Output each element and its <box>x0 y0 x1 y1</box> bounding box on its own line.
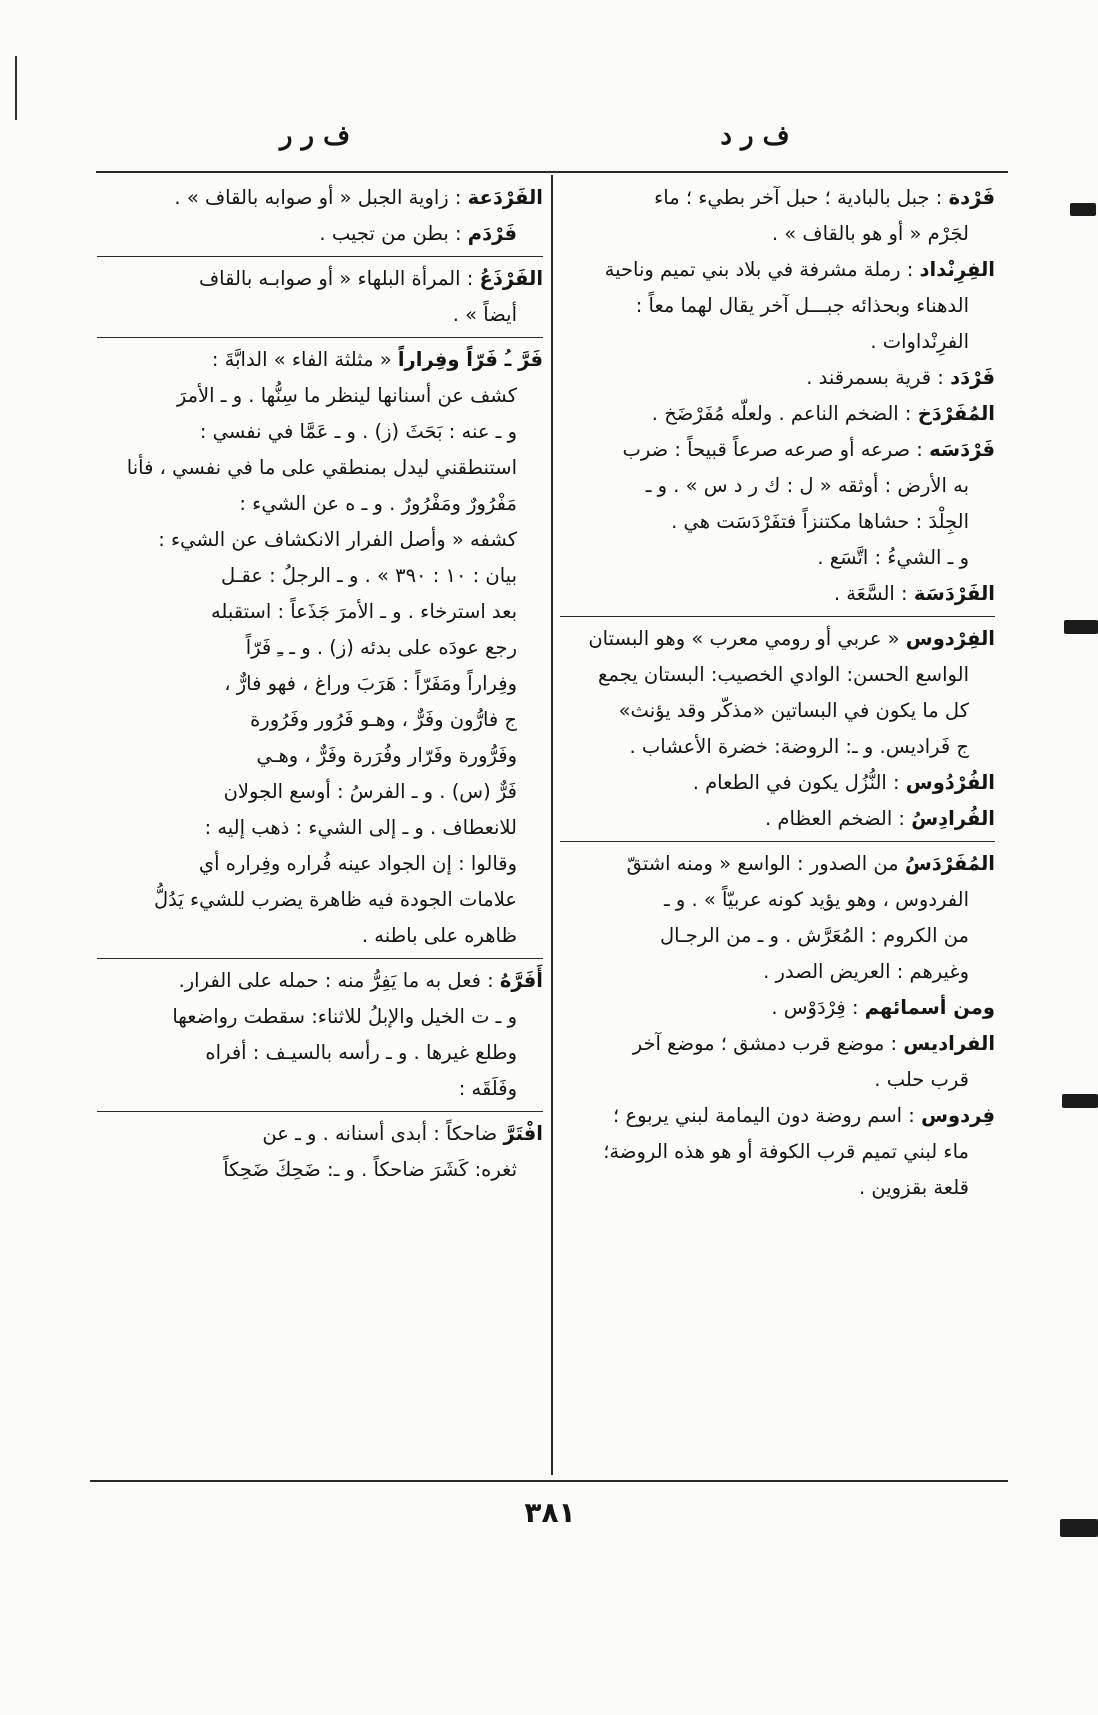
text-line <box>560 1062 995 1098</box>
text-line <box>97 1152 543 1188</box>
text-line <box>560 1134 995 1170</box>
entry-text: الفرِنْداوات . <box>870 330 969 353</box>
entry-text: : فِرْدَوْس . <box>771 996 865 1019</box>
text-line <box>560 252 995 288</box>
text-line <box>97 414 543 450</box>
text-line <box>97 774 543 810</box>
entry-text: « مثلثة الفاء » الدابَّةَ : <box>211 348 398 371</box>
entry-headword: الفِرِنْداد <box>919 258 995 281</box>
text-line <box>97 594 543 630</box>
text-line <box>560 693 995 729</box>
entry-text: ظاهره على باطنه . <box>361 924 517 947</box>
text-line <box>560 846 995 882</box>
entry-text: و ـ عنه : بَحَثَ (ز) . و ـ عَمَّا في نفسي : <box>199 420 517 443</box>
entry-headword: فَرْدَسَه <box>929 438 995 461</box>
entry-headword: الفراديس <box>903 1032 995 1055</box>
running-header-left: ف ر ر <box>279 121 351 151</box>
entry-text: رجع عودَه على بدئه (ز) . و ـ ـِ فَرّاً <box>245 636 517 659</box>
text-line <box>560 729 995 765</box>
entry-text: بعد استرخاء . و ـ الأمرَ جَذَعاً : استقبله <box>210 600 517 623</box>
text-line <box>97 522 543 558</box>
text-line <box>97 810 543 846</box>
entry-text: أيضاً » . <box>452 303 517 326</box>
entry-text: وفَلَقَه : <box>458 1077 517 1100</box>
header-rule <box>96 171 1008 173</box>
entry-text: ضاحكاً : أبدى أسنانه . و ـ عن <box>262 1122 504 1145</box>
entry-text: الواسع الحسن: الوادي الخصيب: البستان يجمع <box>597 663 969 686</box>
text-line <box>97 486 543 522</box>
text-line <box>560 360 995 396</box>
scan-margin-mark <box>1062 1094 1098 1108</box>
text-line <box>560 288 995 324</box>
entry-text: : المرأة البلهاء « أو صوابـه بالقاف <box>198 267 480 290</box>
text-line <box>560 180 995 216</box>
entry-headword: الفِرْدوس <box>905 627 995 650</box>
entry-headword: المُفَرْدَخ <box>917 402 995 425</box>
text-line <box>97 963 543 999</box>
entry-text: وقالوا : إن الجواد عينه فُراره وفِراره أي <box>198 852 517 875</box>
entry-text: : النُّزُل يكون في الطعام . <box>692 771 906 794</box>
entry-text: : السَّعَة . <box>833 582 914 605</box>
text-line <box>560 576 995 612</box>
text-line <box>560 540 995 576</box>
text-line <box>560 657 995 693</box>
footer-rule <box>90 1480 1008 1482</box>
entry-text: و ـ ت الخيل والإبلُ للاثناء: سقطت رواضعها <box>172 1005 517 1028</box>
entry-text: مَفْرُورٌ ومَفْرُورٌ . و ـ ه عن الشيء : <box>239 492 517 515</box>
text-line <box>97 702 543 738</box>
entry-text: علامات الجودة فيه ظاهرة يضرب للشيء يَدُلُّ <box>153 888 517 911</box>
text-line <box>560 621 995 657</box>
entry-text: قلعة بقزوين . <box>859 1176 969 1199</box>
text-line <box>560 801 995 837</box>
entry-text: الجِلْدَ : حشاها مكتنزاً فتفَرْدَسَت هي . <box>671 510 969 533</box>
entry-text: : رملة مشرفة في بلاد بني تميم وناحية <box>604 258 920 281</box>
entry-headword: فَرْدة <box>948 186 995 209</box>
text-line <box>560 765 995 801</box>
text-line <box>97 1116 543 1152</box>
entry-headword: المُفَرْدَسُ <box>904 852 995 875</box>
text-line <box>560 396 995 432</box>
text-line <box>97 342 543 378</box>
text-line <box>97 216 543 252</box>
entry-headword: الفَرْذَعُ <box>479 267 543 290</box>
entry-headword: الفُرْدُوس <box>905 771 995 794</box>
text-line <box>97 1035 543 1071</box>
column-separator <box>551 175 553 1475</box>
text-line <box>560 1098 995 1134</box>
text-line <box>560 882 995 918</box>
entry-separator <box>560 841 995 842</box>
text-line <box>97 297 543 333</box>
entry-text: وفِراراً ومَفَرّاً : هَرَبَ وراغ ، فهو فارٌّ ، <box>224 672 517 695</box>
text-line <box>97 846 543 882</box>
page-number: ٣٨١ <box>524 1496 576 1529</box>
text-line <box>560 432 995 468</box>
text-line <box>97 378 543 414</box>
entry-text: : قرية بسمرقند . <box>806 366 951 389</box>
entry-text: : الضخم العظام . <box>765 807 912 830</box>
entry-text: لجَرْم « أو هو بالقاف » . <box>771 222 969 245</box>
entry-headword: افْتَرَّ <box>503 1122 543 1145</box>
text-line <box>560 468 995 504</box>
entry-text: : بطن من تجيب . <box>319 222 468 245</box>
entry-text: وغيرهم : العريض الصدر . <box>763 960 969 983</box>
entry-headword: الفَرْدَسَة <box>913 582 995 605</box>
entry-headword: ومن أسمائهم <box>864 996 995 1019</box>
scan-margin-mark <box>1070 203 1096 216</box>
entry-text: : اسم روضة دون اليمامة لبني يربوع ؛ <box>613 1104 922 1127</box>
scan-margin-mark <box>1064 620 1098 634</box>
text-line <box>97 738 543 774</box>
entry-text: كشف عن أسنانها لينظر ما سِنُّها . و ـ الأمرَ <box>176 384 517 407</box>
entry-text: قرب حلب . <box>874 1068 969 1091</box>
scan-margin-mark <box>1060 1519 1098 1537</box>
text-line <box>97 261 543 297</box>
entry-text: كل ما يكون في البساتين «مذكّر وقد يؤنث» <box>618 699 969 722</box>
right-column <box>560 180 995 1206</box>
text-line <box>560 954 995 990</box>
text-line <box>97 666 543 702</box>
entry-text: ماء لبني تميم قرب الكوفة أو هو هذه الروضة؛ <box>603 1140 969 1163</box>
text-line <box>97 558 543 594</box>
text-line <box>97 882 543 918</box>
scan-edge-line <box>15 56 17 120</box>
entry-text: من الصدور : الواسع « ومنه اشتقّ <box>626 852 905 875</box>
text-line <box>560 918 995 954</box>
text-line <box>97 999 543 1035</box>
running-header-right: ف ر د <box>720 121 790 151</box>
text-line <box>560 216 995 252</box>
entry-text: : موضع قرب دمشق ؛ موضع آخر <box>632 1032 904 1055</box>
entry-separator <box>97 1111 543 1112</box>
entry-headword: فَرْدَم <box>467 222 517 245</box>
entry-headword: فِردوس <box>921 1104 995 1127</box>
text-line <box>560 1170 995 1206</box>
entry-headword: الفَرْدَعة <box>467 186 543 209</box>
entry-text: فَرٌّ (س) . و ـ الفرسُ : أوسع الجولان <box>223 780 517 803</box>
text-line <box>97 1071 543 1107</box>
entry-text: ج فَراديس. و ـ: الروضة: خضرة الأعشاب . <box>629 735 969 758</box>
entry-text: : جبل بالبادية ؛ حبل آخر بطيء ؛ ماء <box>654 186 949 209</box>
text-line <box>560 324 995 360</box>
entry-text: من الكروم : المُعَرَّش . و ـ من الرجـال <box>659 924 969 947</box>
entry-text: وطلع غيرها . و ـ رأسه بالسيـف : أفراه <box>205 1041 517 1064</box>
entry-text: الفردوس ، وهو يؤيد كونه عربيّاً » . و ـ <box>663 888 969 911</box>
entry-text: : فعل به ما يَفِرُّ منه : حمله على الفرار. <box>178 969 500 992</box>
entry-separator <box>97 337 543 338</box>
text-line <box>97 918 543 954</box>
entry-separator <box>97 958 543 959</box>
text-line <box>560 990 995 1026</box>
entry-text: به الأرض : أوثقه « ل : ك ر د س » . و ـ <box>645 474 969 497</box>
text-line <box>97 180 543 216</box>
entry-text: استنطقني ليدل بمنطقي على ما في نفسي ، فأنا <box>126 456 517 479</box>
entry-separator <box>97 256 543 257</box>
text-line <box>560 1026 995 1062</box>
left-column <box>97 180 543 1188</box>
entry-text: الدهناء وبحذائه جبـــل آخر يقال لهما معاً : <box>635 294 969 317</box>
entry-text: : صرعه أو صرعه صرعاً قبيحاً : ضرب <box>622 438 930 461</box>
entry-text: و ـ الشيءُ : اتَّسَع . <box>817 546 969 569</box>
entry-separator <box>560 616 995 617</box>
entry-text: للانعطاف . و ـ إلى الشيء : ذهب إليه : <box>204 816 517 839</box>
entry-text: « عربي أو رومي معرب » وهو البستان <box>588 627 906 650</box>
entry-text: ثغره: كَشَرَ ضاحكاً . و ـ: ضَحِكَ ضَحِكاً <box>223 1158 517 1181</box>
entry-text: ج فارُّون وفَرٌّ ، وهـو فَرُور وفَرُورة <box>250 708 517 731</box>
entry-headword: أَفَرَّهُ <box>499 969 543 992</box>
entry-text: : زاوية الجبل « أو صوابه بالقاف » . <box>174 186 468 209</box>
entry-text: بيان : ١٠ : ٣٩٠ » . و ـ الرجلُ : عقـل <box>220 564 517 587</box>
entry-headword: الفُرادِسُ <box>911 807 995 830</box>
entry-text: : الضخم الناعم . ولعلّه مُفَرْضَخ . <box>651 402 918 425</box>
entry-headword: فَرَّ ـُ فَرّاً وفِراراً <box>397 348 543 371</box>
text-line <box>560 504 995 540</box>
text-line <box>97 630 543 666</box>
entry-text: كشفه « وأصل الفرار الانكشاف عن الشيء : <box>158 528 517 551</box>
entry-headword: فَرْدَد <box>950 366 995 389</box>
entry-text: وفَرُّورة وفَرّار وفُرَرة وفَرٌّ ، وهـي <box>256 744 517 767</box>
text-line <box>97 450 543 486</box>
